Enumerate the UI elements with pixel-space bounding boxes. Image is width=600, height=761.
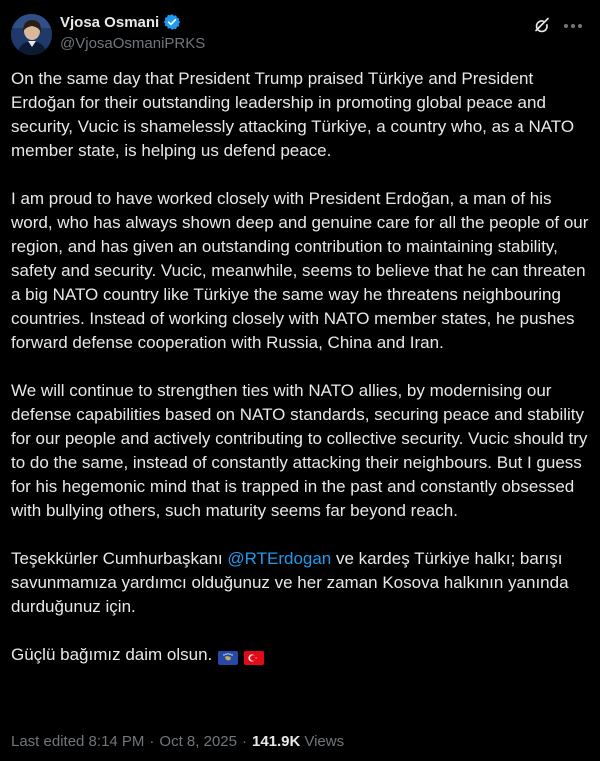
author-name-row	[60, 13, 181, 31]
tweet-paragraph-1: On the same day that President Trump praised Türkiye and President Erdoğan for their outstanding leadership in promoting global peace and security, Vucic is shamelessly attacking Türkiye, a country who, as a NATO member state, is helping us defend peace.	[11, 69, 575, 160]
views-label: Views	[304, 733, 345, 750]
tweet-meta	[11, 733, 344, 750]
tweet-paragraph-2: I am proud to have worked closely with President Erdoğan, a man of his word, who has always shown deep and genuine care for all the people of our region, and has given an outstanding contribution to maintaining stability, safety and security. Vucic, meanwhile, seems to believe that he can threaten a big NATO country like Türkiye the same way he threatens neighbouring countries. Instead of working closely with NATO member states, he pushes forward defense cooperation with Russia, China and Iran.	[11, 189, 589, 352]
tweet-date[interactable]: Oct 8, 2025	[159, 733, 237, 750]
paragraph-4-text-after: ve kardeş Türkiye halkı; barışı savunmamıza yardımcı olduğunuz ve her zaman Kosova halkının yanında durduğunuz için.	[11, 549, 569, 616]
turkey-flag-icon	[244, 648, 264, 662]
verified-badge-icon	[163, 13, 181, 31]
paragraph-5-text: Güçlü bağımız daim olsun.	[11, 645, 213, 664]
paragraph-4-text-before: Teşekkürler Cumhurbaşkanı	[11, 549, 228, 568]
more-icon[interactable]	[562, 16, 584, 36]
avatar-image	[11, 14, 52, 55]
avatar[interactable]	[11, 14, 52, 55]
tweet-paragraph-3: We will continue to strengthen ties with NATO allies, by modernising our defense capabilities based on NATO standards, securing peace and stability for our people and actively contributing to collective security. Vucic should try to do the same, instead of constantly attacking their neighbours. But I guess for his hegemonic mind that is trapped in the past and constantly obsessed with bullying others, such maturity seems far beyond reach.	[11, 381, 588, 520]
tweet-paragraph-4	[11, 547, 589, 619]
grok-icon[interactable]	[533, 17, 551, 35]
author-display-name[interactable]: Vjosa Osmani	[60, 13, 160, 31]
author-handle[interactable]: @VjosaOsmaniPRKS	[60, 35, 206, 52]
tweet-body	[11, 67, 589, 667]
meta-separator: ·	[149, 733, 155, 750]
views-count: 141.9K	[251, 733, 301, 750]
tweet-paragraph-5	[11, 643, 589, 667]
kosovo-flag-icon	[218, 648, 238, 662]
meta-separator: ·	[241, 733, 247, 750]
mention-link[interactable]: @RTErdogan	[227, 549, 332, 568]
last-edited-time[interactable]: Last edited 8:14 PM	[11, 733, 145, 750]
